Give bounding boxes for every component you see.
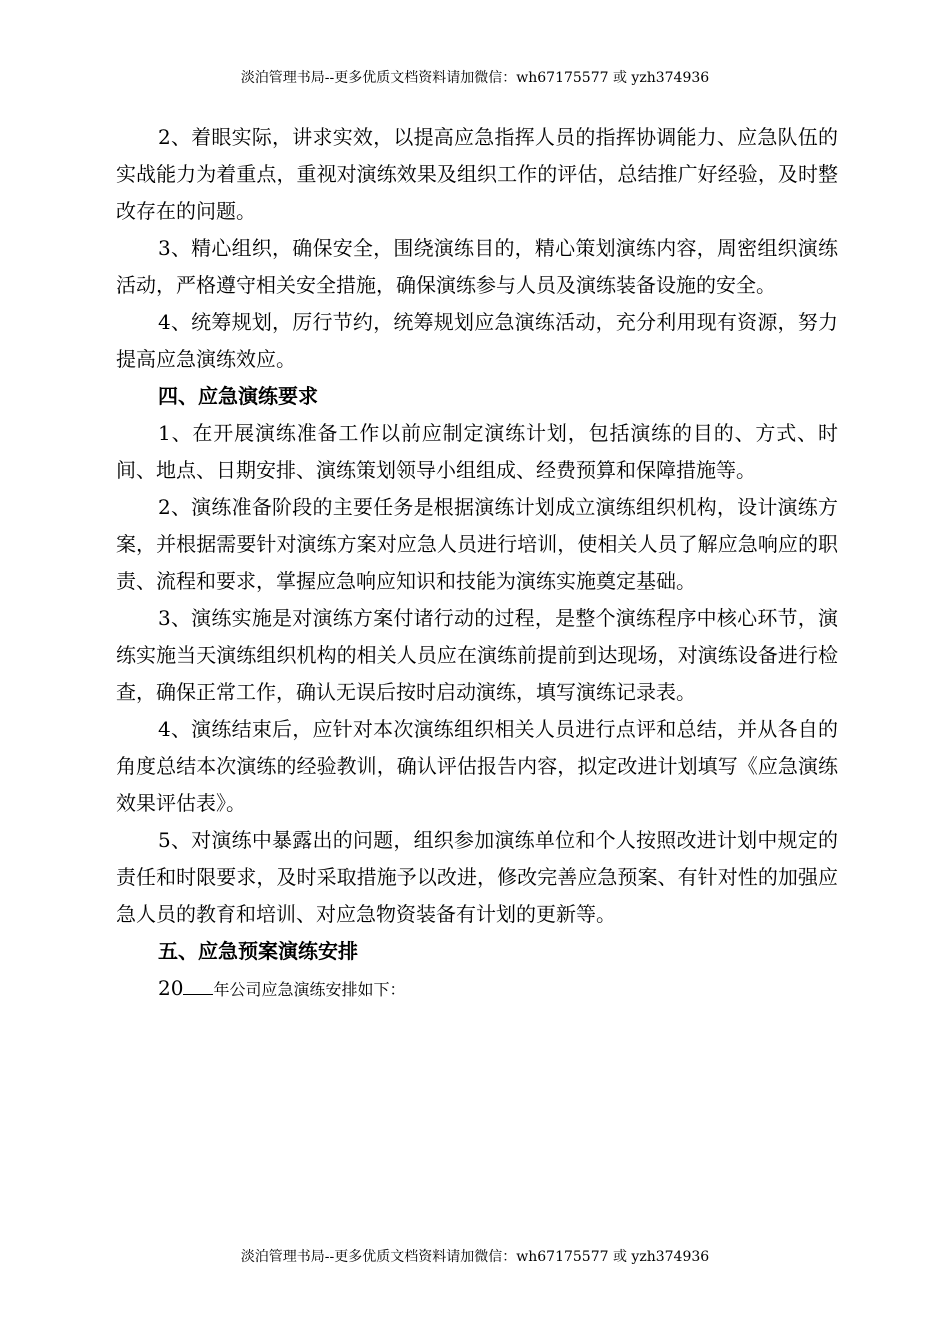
year-prefix: 20 [158,976,184,1000]
schedule-intro [116,970,838,1008]
section-heading: 五、应急预案演练安排 [158,939,358,963]
document-body [116,119,838,1008]
paragraph: 4、统筹规划，厉行节约，统筹规划应急演练活动，充分利用现有资源，努力提高应急演练效应。 [116,310,838,371]
section-heading: 四、应急演练要求 [158,384,318,408]
page-header: 淡泊管理书局--更多优质文档资料请加微信：wh67175577 或 yzh374936 [240,70,710,86]
paragraph: 2、着眼实际，讲求实效，以提高应急指挥人员的指挥协调能力、应急队伍的实战能力为着重点，重视对演练效果及组织工作的评估，总结推广好经验，及时整改存在的问题。 [116,125,838,223]
paragraph: 3、精心组织，确保安全，围绕演练目的，精心策划演练内容，周密组织演练活动，严格遵守相关安全措施，确保演练参与人员及演练装备设施的安全。 [116,236,838,297]
paragraph: 4、演练结束后，应针对本次演练组织相关人员进行点评和总结，并从各自的角度总结本次演练的经验教训，确认评估报告内容，拟定改进计划填写《应急演练效果评估表》。 [116,717,838,815]
page-footer: 淡泊管理书局--更多优质文档资料请加微信：wh67175577 或 yzh374936 [240,1249,710,1265]
paragraph: 5、对演练中暴露出的问题，组织参加演练单位和个人按照改进计划中规定的责任和时限要求，及时采取措施予以改进，修改完善应急预案、有针对性的加强应急人员的教育和培训、对应急物资装备有计划的更新等。 [116,828,838,926]
schedule-text: 年公司应急演练安排如下： [213,980,406,999]
year-blank [183,980,213,995]
paragraph: 1、在开展演练准备工作以前应制定演练计划，包括演练的目的、方式、时间、地点、日期安排、演练策划领导小组组成、经费预算和保障措施等。 [116,421,838,482]
paragraph: 3、演练实施是对演练方案付诸行动的过程，是整个演练程序中核心环节，演练实施当天演练组织机构的相关人员应在演练前提前到达现场，对演练设备进行检查，确保正常工作，确认无误后按时启动演练，填写演练记录表。 [116,606,838,704]
paragraph: 2、演练准备阶段的主要任务是根据演练计划成立演练组织机构，设计演练方案，并根据需要针对演练方案对应急人员进行培训，使相关人员了解应急响应的职责、流程和要求，掌握应急响应知识和技能为演练实施奠定基础。 [116,495,838,593]
